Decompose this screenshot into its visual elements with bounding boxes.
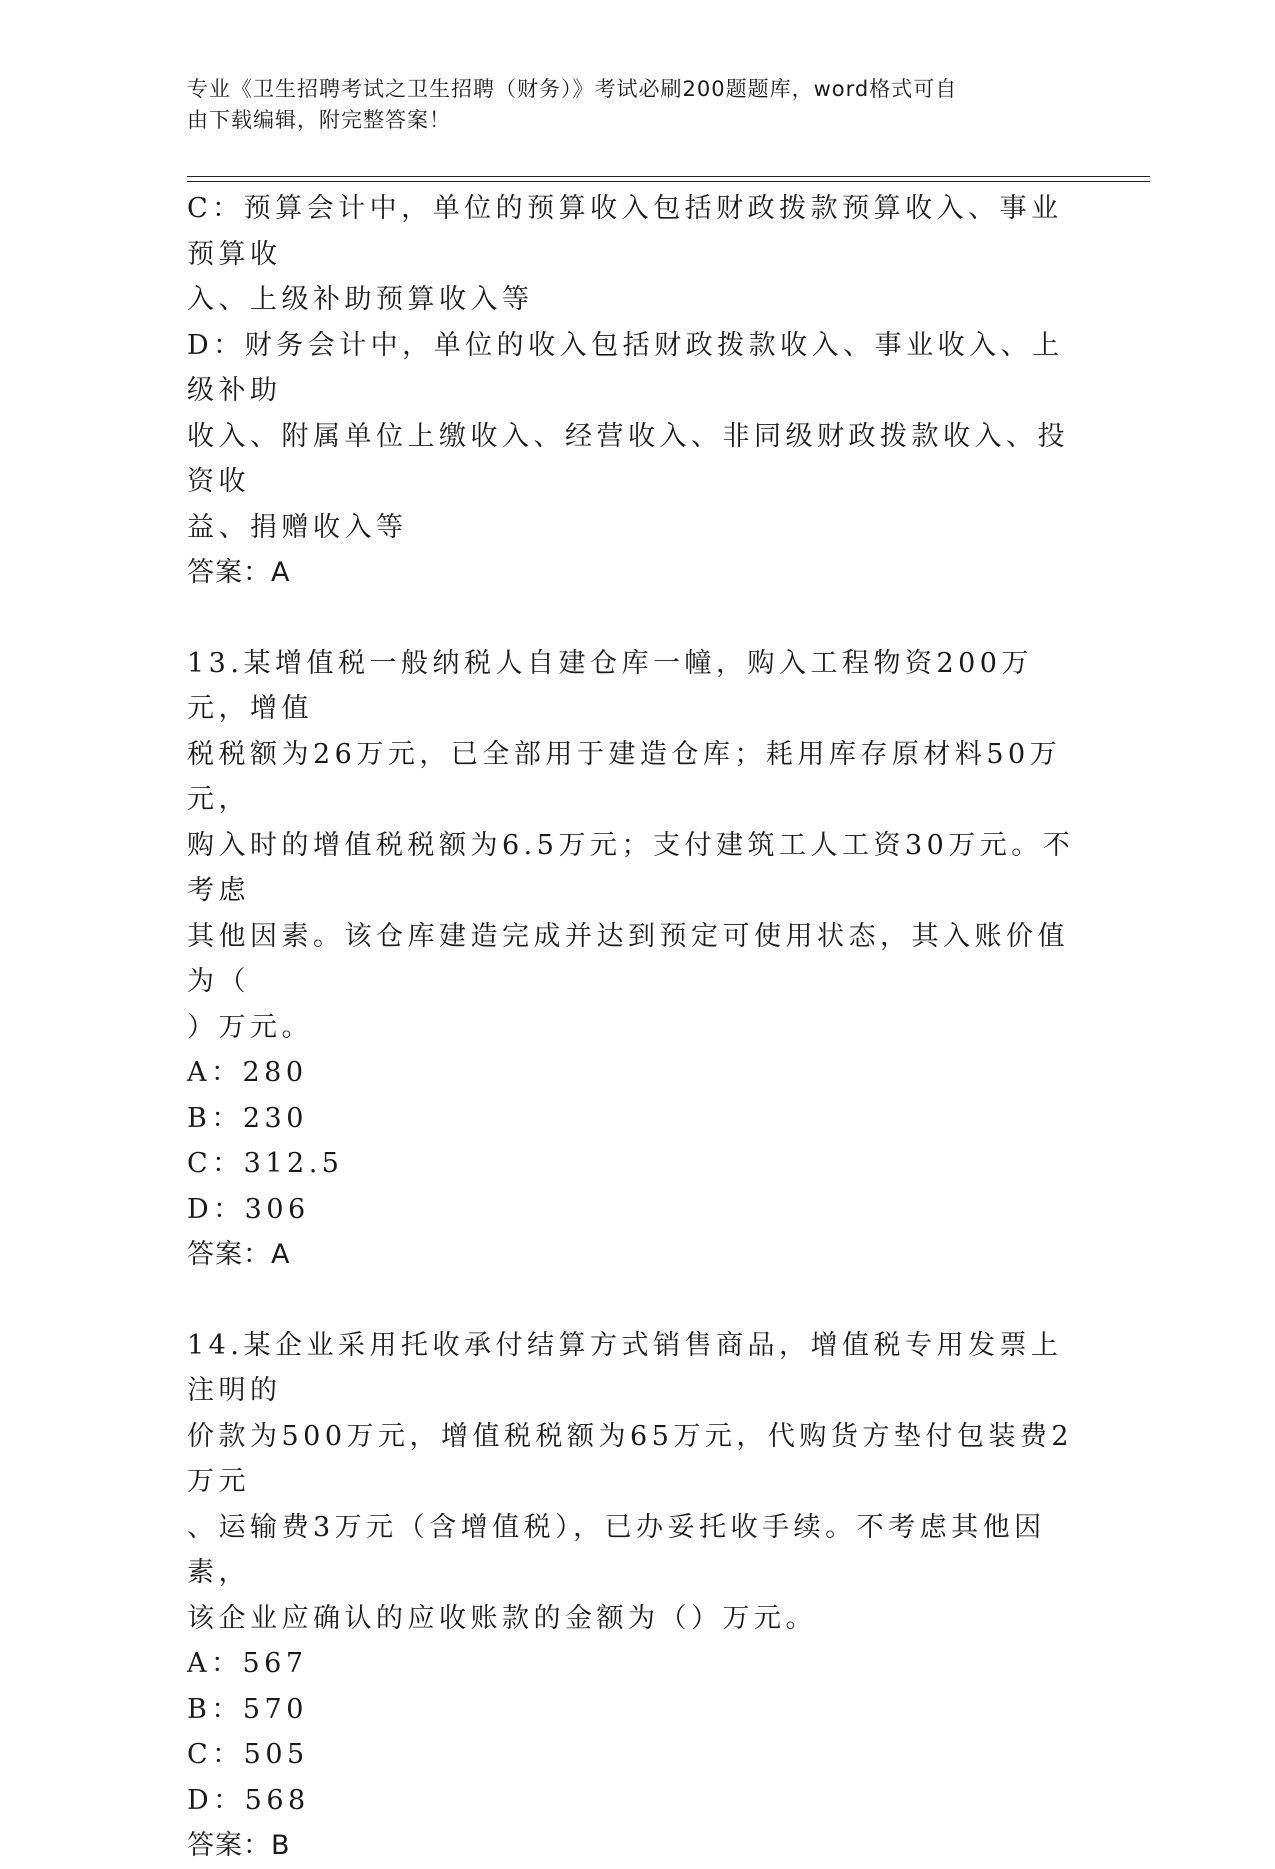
option-d-line-1: D：财务会计中，单位的收入包括财政拨款收入、事业收入、上级补助 — [187, 329, 1064, 406]
option-c-line-1: C：预算会计中，单位的预算收入包括财政拨款预算收入、事业预算收 — [187, 193, 1063, 270]
question-stem-line: 购入时的增值税税额为6.5万元；支付建筑工人工资30万元。不考虑 — [187, 829, 1075, 906]
option-a: A：280 — [187, 1057, 308, 1088]
answer-line: 答案：A — [187, 1239, 291, 1270]
question-stem-line: 其他因素。该仓库建造完成并达到预定可使用状态，其入账价值为（ — [187, 920, 1069, 997]
question-14 — [187, 1323, 1077, 1869]
question-13 — [187, 641, 1077, 1278]
option-c: C：505 — [187, 1739, 309, 1770]
option-a: A：567 — [187, 1648, 308, 1679]
question-stem-line: 税税额为26万元，已全部用于建造仓库；耗用库存原材料50万元， — [187, 738, 1062, 815]
question-stem-line: 、运输费3万元（含增值税），已办妥托收手续。不考虑其他因素， — [187, 1511, 1046, 1588]
answer-line: 答案：B — [187, 1830, 291, 1861]
question-stem-line: ）万元。 — [187, 1011, 313, 1043]
option-c: C：312.5 — [187, 1148, 344, 1179]
option-b: B：570 — [187, 1693, 308, 1725]
option-d-line-3: 益、捐赠收入等 — [187, 511, 408, 543]
option-d: D：306 — [187, 1193, 310, 1225]
document-body — [187, 186, 1077, 1869]
question-stem-line: 14.某企业采用托收承付结算方式销售商品，增值税专用发票上注明的 — [187, 1329, 1063, 1406]
page-header — [187, 74, 1067, 136]
option-d-line-2: 收入、附属单位上缴收入、经营收入、非同级财政拨款收入、投资收 — [187, 420, 1069, 497]
question-stem-line: 13.某增值税一般纳税人自建仓库一幢，购入工程物资200万元，增值 — [187, 647, 1033, 724]
question-stem-line: 价款为500万元，增值税税额为65万元，代购货方垫付包装费2万元 — [187, 1420, 1074, 1497]
previous-question-tail — [187, 186, 1077, 596]
spacer — [187, 596, 1077, 641]
header-line-1: 专业《卫生招聘考试之卫生招聘（财务）》考试必刷200题题库，word格式可自 — [187, 77, 958, 101]
spacer — [187, 1278, 1077, 1323]
header-rule-top — [187, 176, 1150, 177]
answer-line: 答案：A — [187, 557, 291, 588]
header-line-2: 由下载编辑，附完整答案！ — [187, 108, 451, 132]
option-b: B：230 — [187, 1102, 308, 1134]
option-c-line-2: 入、上级补助预算收入等 — [187, 284, 534, 315]
option-d: D：568 — [187, 1784, 310, 1816]
question-stem-line: 该企业应确认的应收账款的金额为（）万元。 — [187, 1602, 817, 1634]
header-rule-bottom — [187, 181, 1150, 182]
